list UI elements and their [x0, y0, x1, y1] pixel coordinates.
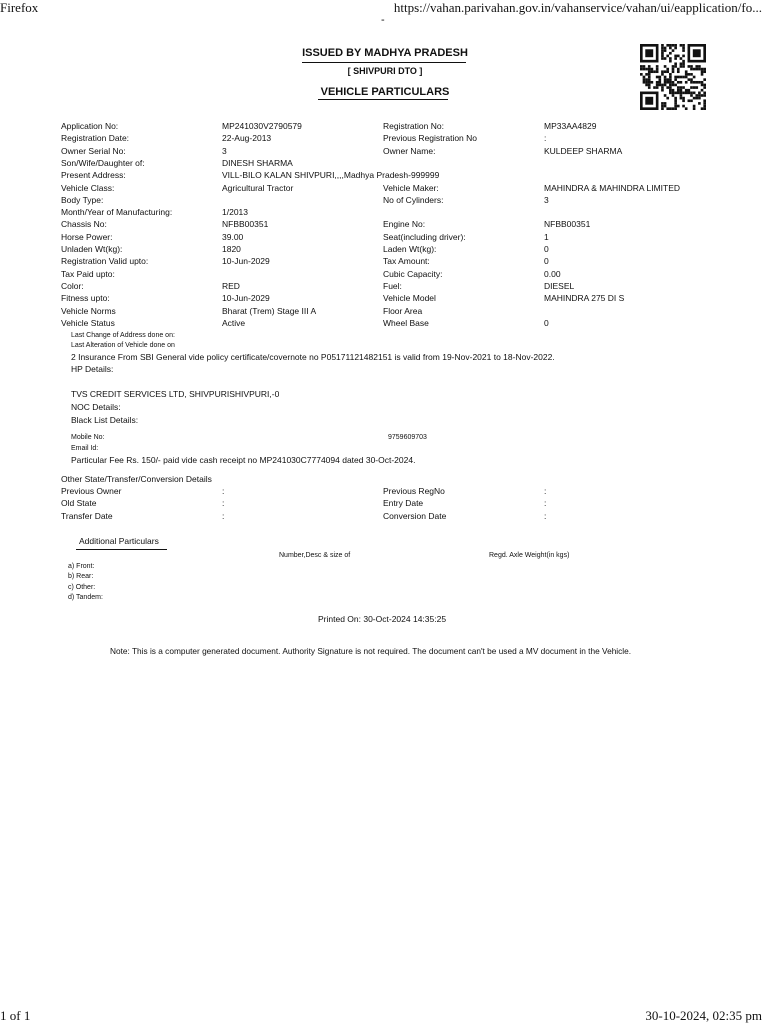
mobile-label: Mobile No:	[71, 434, 105, 441]
title-underline	[302, 62, 466, 63]
field-label: Month/Year of Manufacturing:	[61, 207, 173, 218]
field-label: Tax Amount:	[383, 256, 430, 267]
field-label: Floor Area	[383, 305, 423, 316]
field-value: :	[544, 510, 547, 521]
field-value: :	[544, 133, 547, 144]
field-value: 3	[222, 145, 227, 156]
field-value: :	[222, 498, 225, 509]
computer-generated-note: Note: This is a computer generated document. Authority Signature is not required. The document can't be used a MV document in the Vehicle.	[110, 646, 632, 656]
field-value: MP241030V2790579	[222, 121, 302, 131]
field-label: Chassis No:	[61, 219, 107, 230]
field-value: RED	[222, 280, 240, 291]
field-value: :	[544, 498, 547, 509]
field-label: Cubic Capacity:	[383, 268, 443, 279]
field-label: Engine No:	[383, 219, 426, 230]
field-value: 0	[544, 317, 549, 328]
field-label: Registration Valid upto:	[61, 256, 149, 267]
field-label: Horse Power:	[61, 231, 113, 242]
hp-details-label: HP Details:	[71, 364, 114, 374]
field-label: Registration No:	[383, 121, 444, 131]
field-value: 3	[544, 194, 549, 205]
field-value: 0	[544, 256, 549, 267]
field-value: :	[222, 486, 225, 496]
field-value: NFBB00351	[222, 219, 269, 230]
field-label: Unladen Wt(kg):	[61, 244, 123, 254]
printed-on: Printed On: 30-Oct-2024 14:35:25	[318, 614, 447, 624]
field-label: Wheel Base	[383, 317, 429, 328]
field-label: Conversion Date	[383, 510, 447, 521]
additional-underline	[76, 549, 167, 550]
field-label: Seat(including driver):	[383, 231, 466, 242]
page-count: 1 of 1	[0, 1008, 31, 1023]
browser-name: Firefox	[0, 0, 39, 15]
field-value: DINESH SHARMA	[222, 157, 293, 168]
axle-item: b) Rear:	[68, 573, 94, 581]
field-value: 0	[544, 244, 549, 254]
field-label: Fitness upto:	[61, 293, 110, 304]
field-value: MAHINDRA & MAHINDRA LIMITED	[544, 182, 681, 193]
axle-item: a) Front:	[68, 563, 95, 570]
field-label: Previous Registration No	[383, 133, 478, 144]
field-label: Old State	[61, 498, 97, 509]
additional-heading: Additional Particulars	[79, 536, 159, 546]
office-title: [ SHIVPURI DTO ]	[347, 66, 423, 76]
field-value: MAHINDRA 275 DI S	[544, 293, 625, 304]
page-url[interactable]: https://vahan.parivahan.gov.in/vahanservice/vahan/ui/eapplication/fo...	[393, 0, 762, 15]
field-label: Body Type:	[61, 194, 104, 205]
field-label: Vehicle Class:	[61, 182, 115, 193]
print-timestamp: 30-10-2024, 02:35 pm	[645, 1008, 762, 1023]
field-label: Vehicle Norms	[61, 305, 116, 316]
field-label: Owner Serial No:	[61, 145, 126, 156]
field-label: No of Cylinders:	[383, 194, 444, 205]
field-value: 0.00	[544, 268, 561, 279]
mobile-value: 9759609703	[388, 434, 427, 441]
field-label: Vehicle Maker:	[383, 182, 439, 193]
field-value: 1/2013	[222, 207, 248, 218]
field-value: Active	[222, 317, 246, 328]
field-value: :	[222, 510, 225, 521]
field-label: Color:	[61, 280, 84, 291]
field-label: Tax Paid upto:	[61, 268, 115, 279]
field-value: :	[544, 486, 547, 496]
field-label: Fuel:	[383, 280, 402, 291]
field-label: Application No:	[61, 121, 119, 131]
header-separator: -	[381, 14, 385, 26]
field-label: Previous RegNo	[383, 486, 445, 496]
field-value: MP33AA4829	[544, 121, 597, 131]
other-state-heading: Other State/Transfer/Conversion Details	[61, 474, 212, 484]
field-label: Son/Wife/Daughter of:	[61, 157, 145, 168]
field-label: Vehicle Status	[61, 317, 115, 328]
axle-item: d) Tandem:	[68, 593, 103, 601]
email-label: Email Id:	[71, 445, 99, 452]
field-label: Entry Date	[383, 498, 424, 509]
last-alteration: Last Alteration of Vehicle done on	[71, 342, 175, 349]
insurance-text: 2 Insurance From SBI General vide policy certificate/covernote no P05171121482151 is valid from 19-Nov-2021 to 18-Nov-2022.	[71, 352, 555, 362]
axle-item: c) Other:	[68, 583, 96, 591]
field-value: 1	[544, 231, 549, 242]
field-value: 39.00	[222, 231, 244, 242]
field-value: 10-Jun-2029	[222, 293, 270, 304]
field-label: Owner Name:	[383, 145, 436, 156]
blacklist-details-label: Black List Details:	[71, 415, 139, 425]
field-value: Bharat (Trem) Stage III A	[222, 305, 317, 316]
field-value: KULDEEP SHARMA	[544, 145, 623, 156]
additional-col-number: Number,Desc & size of	[279, 552, 351, 559]
doc-title: VEHICLE PARTICULARS	[320, 86, 450, 98]
doc-title-underline	[318, 99, 448, 100]
field-value: VILL-BILO KALAN SHIVPURI,,,,Madhya Pradesh-999999	[222, 170, 440, 181]
field-value: 22-Aug-2013	[222, 133, 272, 144]
field-label: Registration Date:	[61, 133, 130, 144]
field-label: Laden Wt(kg):	[383, 244, 437, 254]
additional-col-weight: Regd. Axle Weight(in kgs)	[489, 552, 570, 559]
last-address-change: Last Change of Address done on:	[71, 332, 175, 339]
field-value: 1820	[222, 244, 241, 254]
field-value: 10-Jun-2029	[222, 256, 270, 267]
field-value: Agricultural Tractor	[222, 182, 294, 193]
issuer-title: ISSUED BY MADHYA PRADESH	[302, 47, 468, 59]
field-label: Transfer Date	[61, 510, 113, 521]
field-label: Present Address:	[61, 170, 126, 181]
hp-details-value: TVS CREDIT SERVICES LTD, SHIVPURISHIVPURI,-0	[71, 389, 280, 399]
field-label: Vehicle Model	[383, 293, 436, 304]
field-label: Previous Owner	[61, 486, 122, 496]
field-value: NFBB00351	[544, 219, 591, 230]
fee-text: Particular Fee Rs. 150/- paid vide cash receipt no MP241030C7774094 dated 30-Oct-2024.	[71, 455, 416, 465]
qr-code-icon	[640, 44, 706, 110]
field-value: DIESEL	[544, 280, 575, 291]
noc-details-label: NOC Details:	[71, 402, 121, 412]
